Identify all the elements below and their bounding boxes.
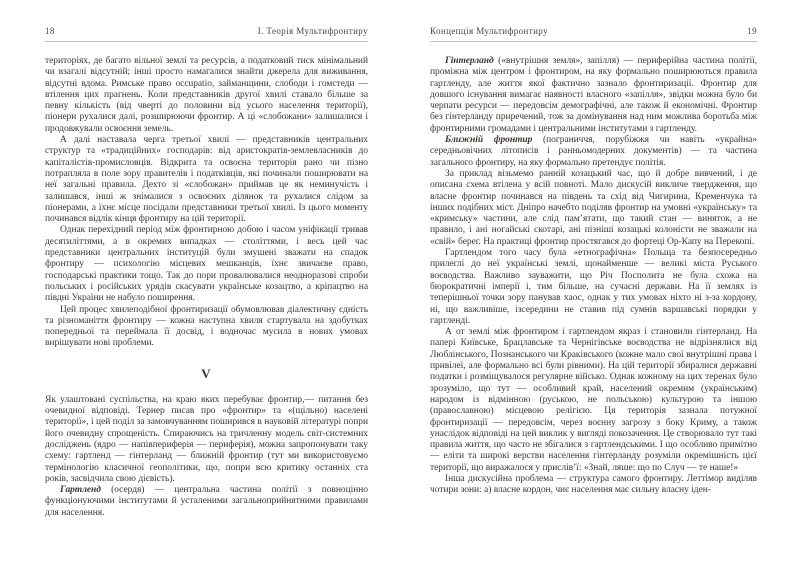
running-header-left (45, 26, 368, 42)
paragraph (430, 56, 757, 135)
paragraph-text: Гартлендом того часу була «етнографічна» Польща та безпосередньо прилеглі до неї українські землі, щонайменше — великі міста Руського воєводства. Важливо зауважити, що Річ Посполита не була схожа на бюрократичні імперії і, тим більше, на сучасні держави. На її землях із теперішньої точки зору панував хаос, однак у тих умовах ніхто ні з-за кордону, ні, що важливіше, ізсередини не ставив під сумнів варшавські порядки у гартленді. (430, 248, 757, 326)
paragraph (430, 135, 757, 169)
paragraph-text: Як улаштовані суспільства, на краю яких перебуває фронтир,— питання без очевидної відповіді. Тернер писав про «фронтир» та «(щільно) населені території», і цей поділ за замовчуванням поширився в науковій літературі попри його очевидну спрощеність. Спираючись на тричленну модель світ-системних досліджень (ядро — напівпериферія — периферія), можна запропонувати таку схему: гартленд — гінтерланд — ближній фронтир (тут ми використовуємо термінологію класичної геополітики, що, попри всю критику останніх ста років, засвідчила свою дієвість). (45, 394, 368, 484)
paragraph-text: Однак перехідний період між фронтирною добою і часом уніфікації тривав десятиліттями, а в окремих випадках — століттями, і весь цей час представники центральних інституцій були змушені зважати на спадок фронтиру — психологію місцевих мешканців, їхнє звичаєве право, господарські практики тощо. Так до пори провалювалися неодноразові спроби польських і російських урядів скасувати українське козацтво, а кріпацтво на півдні України не набуло поширення. (45, 225, 368, 304)
page-number: 19 (747, 26, 757, 36)
paragraph-lead-term: Гартленд (60, 485, 101, 496)
paragraph (45, 485, 368, 519)
paragraph-text: (пограниччя, порубіжжя чи навіть «украйна» середньовічних літописів і ранньомодерних документів) — та частина загального фронтиру, на яку формально претендує політія. (430, 135, 757, 168)
page-left (45, 26, 368, 570)
running-head: Концепція Мультифронтиру (430, 26, 548, 36)
running-head: І. Теорія Мультифронтиру (257, 26, 368, 36)
page-right (430, 26, 757, 570)
paragraph-text: територіях, де багато вільної землі та ресурсів, а податковий тиск мінімальний чи взагалі відсутній; інші просто намагалися знайти джерела для виживання, відсутні вдома. Римське право occupatio, займанщини, слободи і гомстеди — втілення цих прагнень. Коли представників другої хвилі ставало більше за певну кількість (від чверті до половини від усього населення території), піонери рухалися далі, розширюючи фронтир. А ці «слобожани» залишалися і продовжували освоєння земель. (45, 56, 368, 134)
paragraph-lead-term: Ближній фронтир (445, 135, 533, 146)
paragraph-lead-term: Гінтерланд (445, 56, 494, 66)
paragraph-text: За приклад візьмемо ранній козацький час, що й добре вивчений, і де описана схема втілена у всій повноті. Мало дискусій викличе твердження, що власне фронтир починався на південь та схід від Чигирина, Кременчука та інших подібних міст. Дніпро начебто поділяв фронтир на умовні «українську» та «кримську» частини, але слід пам’ятати, що такий стан — виняток, а не правило, і ані ногайські скотарі, ані пізніші козацькі колоністи не зважали на «свій» берег. На практиці фронтир простягався до фортеці Ор-Капу на Перекопі. (430, 168, 757, 247)
body-text (430, 56, 757, 497)
paragraph (430, 474, 757, 497)
paragraph (45, 225, 368, 304)
paragraph (430, 169, 757, 248)
running-header-right (430, 26, 757, 42)
page-number: 18 (45, 26, 55, 36)
paragraph-text: Інша дискусійна проблема — структура самого фронтиру. Леттімор виділяв чотири зони: а) власне кордон, чиє населення має сильну власну іден- (430, 473, 757, 496)
paragraph (430, 327, 757, 474)
paragraph (45, 305, 368, 350)
section-heading: V (201, 365, 212, 381)
paragraph-text: Цей процес хвилеподібної фронтиризації обумовлював діалектичну єдність та різноманіття фронтиру — кожна наступна хвиля стартувала на здобутках попередньої та переймала її досвід, і водночас мусила в нових умовах вирішувати нові проблеми. (45, 304, 368, 349)
paragraph (430, 248, 757, 327)
paragraph-text: («внутрішня земля», запілля) — периферійна частина політії, проміжна між центром і фронтиром, на яку формально поширюються правила гартленду, але життя якої фактично зазнало фронтиризації. Фронтир для довшого існування вимагає наявності власного «запілля», звідки можна було би черпати ресурси — передовсім демографічні, але також й економічні. Фронтир без гінтерланду приречений, тож за домінування над ним можлива боротьба між фронтирними громадами і центральними інститутами з гартленду. (430, 56, 757, 134)
paragraph (45, 56, 368, 135)
paragraph (45, 135, 368, 225)
paragraph (45, 395, 368, 485)
paragraph-text: А далі наставала черга третьої хвилі — представників центральних структур та «традиційних» господарів: від аристократів-землевласників до капіталістів-промисловців. Відкрита та освоєна територія рано чи пізно потрапляла в поле зору правителів і податківців, які починали поширювати на неї загальні правила. Дехто зі «слобожан» приймав це як неминучість і залишався, інші ж знімалися з освоєних ділянок та рухалися слідом за піонерами, а їхнє місце посідали представники третьої хвилі. Із цього моменту починався відлік кінця фронтиру на цій території. (45, 135, 368, 225)
body-text (45, 56, 368, 519)
paragraph-text: (осердя) — центральна частина політії з повноцінно функціонуючими інститутами й усталеними загальноприйнятними правилами для населення. (45, 485, 368, 518)
paragraph-text: А от землі між фронтиром і гартлендом якраз і становили гінтерланд. На папері Київське, Брацлавське та Чернігівське воєводства не відрізнялися від Люблінського, Познанського чи Краківського (кожне мало свої внутрішні права і привілеї, але формально всі були рівними). На цій території збиралися державні податки і розміщувалося регулярне військо. Однак кожному на цих теренах було зрозуміло, що тут — особливий край, населений окремим (українським) народом із відмінною (руською, не польською) культурою та іншою (православною) місцевою релігією. Ця територія зазнала потужної фронтиризації — передовсім, через воєнну загрозу з боку Криму, а також унаслідок відповіді на цей виклик у вигляді покозачення. Це створювало тут такі правила життя, що часто не збігалися з гартлендськими. І що особливо примітно — еліти та широкі верстви населення гінтерланду розуміли окремішність цієї території, що виражалося у прислів’ї: «Знай, ляше: що по Случ — те наше!» (430, 327, 757, 473)
